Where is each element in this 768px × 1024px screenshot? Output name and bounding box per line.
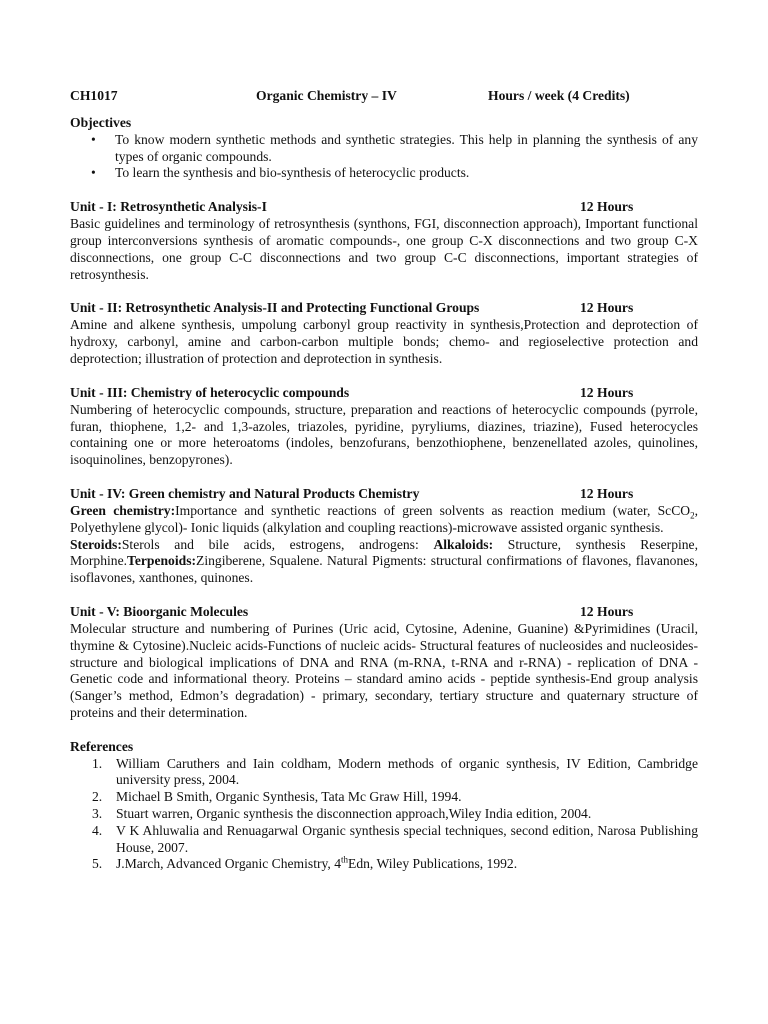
- unit-title: Unit - V: Bioorganic Molecules: [70, 603, 249, 619]
- green-chemistry-text: Importance and synthetic reactions of green solvents as reaction medium (water, ScCO: [175, 502, 691, 518]
- reference-item: [92, 789, 698, 806]
- reference-text: William Caruthers and Iain coldham, Modern methods of organic synthesis, IV Edition, Cambridge university press, 2004.: [116, 755, 698, 788]
- unit-4: [70, 486, 698, 587]
- unit-title: Unit - II: Retrosynthetic Analysis-II and Protecting Functional Groups: [70, 300, 480, 316]
- unit-heading: [70, 385, 698, 402]
- unit-hours: 12 Hours: [580, 603, 634, 619]
- reference-number: 2.: [92, 789, 103, 805]
- green-chemistry-label: Green chemistry:: [70, 502, 176, 518]
- reference-number: 5.: [92, 856, 103, 872]
- unit-title: Unit - I: Retrosynthetic Analysis-I: [70, 199, 267, 215]
- references-section: [70, 739, 698, 873]
- page-content: [70, 88, 698, 873]
- unit-body: Numbering of heterocyclic compounds, structure, preparation and reactions of heterocyclic compounds (pyrrole, furan, thiophene, 1,2- and 1,3-azoles, triazoles, pyridine, pyryliums, diazines, triazine), Fused heterocycles containing one or more heteroatoms (indoles, benzofurans, benzothiophene, benzenellated azoles, quinolines, isoquinolines, benzopyrones).: [70, 401, 698, 468]
- objective-item: • To learn the synthesis and bio-synthesis of heterocyclic products.: [115, 165, 698, 182]
- reference-number: 3.: [92, 805, 103, 821]
- course-header: [70, 88, 698, 105]
- superscript-th: th: [341, 854, 349, 865]
- green-chemistry-paragraph: [70, 503, 698, 537]
- unit-hours: 12 Hours: [580, 384, 634, 400]
- unit-heading: [70, 486, 698, 503]
- unit-3: [70, 385, 698, 469]
- reference-text-cont: Edn, Wiley Publications, 1992.: [348, 856, 518, 872]
- terpenoids-label: Terpenoids:: [127, 553, 197, 569]
- objectives-list: [70, 132, 698, 182]
- objective-item: • To know modern synthetic methods and synthetic strategies. This help in planning the synthesis of any types of organic compounds.: [115, 132, 698, 166]
- subscript-2: 2: [690, 510, 695, 521]
- unit-title: Unit - IV: Green chemistry and Natural Products Chemistry: [70, 485, 420, 501]
- references-list: [70, 756, 698, 874]
- unit-1: [70, 199, 698, 283]
- unit-hours: 12 Hours: [580, 300, 634, 316]
- objectives-heading: Objectives: [70, 115, 132, 130]
- steroids-paragraph: [70, 537, 698, 587]
- reference-item: [92, 822, 698, 857]
- reference-text: J.March, Advanced Organic Chemistry, 4: [116, 856, 341, 872]
- unit-body: Molecular structure and numbering of Purines (Uric acid, Cytosine, Adenine, Guanine) &Pyrimidines (Uracil, thymine & Cytosine).Nucleic acids-Functions of nucleic acids- Structural features of nucleosides and nucleosides- structure and biological implications of DNA and RNA (m-RNA, t-RNA and r-RNA) - replication of DNA - Genetic code and informational theory. Proteins – standard amino acids - peptide synthesis-End group analysis (Sanger’s method, Edmon’s degradation) - primary, secondary, tertiary structure and quaternary structure of proteins and their determination.: [70, 620, 698, 720]
- course-code: CH1017: [70, 88, 118, 103]
- reference-text: Stuart warren, Organic synthesis the disconnection approach,Wiley India edition, 2004.: [116, 805, 592, 821]
- unit-heading: [70, 604, 698, 621]
- reference-number: 4.: [92, 822, 103, 838]
- unit-body: Amine and alkene synthesis, umpolung carbonyl group reactivity in synthesis,Protection and deprotection of hydroxy, carbonyl, amine and carbon-carbon multiple bonds; chemo- and regioselective protection and deprotection; illustration of protection and deprotection in synthesis.: [70, 317, 698, 366]
- alkaloids-text: Structure, synthesis Reserpine, Morphine.: [70, 536, 698, 569]
- terpenoids-text: Zingiberene, Squalene. Natural Pigments: structural confirmations of flavones, flavanones, isoflavones, xanthones, quinones.: [70, 553, 698, 586]
- unit-heading: [70, 300, 698, 317]
- unit-heading: [70, 199, 698, 216]
- unit-hours: 12 Hours: [580, 485, 634, 501]
- unit-title: Unit - III: Chemistry of heterocyclic compounds: [70, 384, 350, 400]
- unit-5: [70, 604, 698, 722]
- steroids-text: Sterols and bile acids, estrogens, androgens:: [121, 536, 434, 552]
- unit-hours: 12 Hours: [580, 199, 634, 215]
- reference-text: Michael B Smith, Organic Synthesis, Tata Mc Graw Hill, 1994.: [116, 789, 462, 805]
- course-title: Organic Chemistry – IV: [256, 88, 397, 103]
- reference-item: [92, 854, 698, 873]
- reference-item: [92, 755, 698, 790]
- reference-text: V K Ahluwalia and Renuagarwal Organic synthesis special techniques, second edition, Narosa Publishing House, 2007.: [116, 822, 698, 855]
- unit-body: Basic guidelines and terminology of retrosynthesis (synthons, FGI, disconnection approach), Important functional group interconversions synthesis of aromatic compounds-, one group C-X disconnections and two group C-X disconnections, one group C-C disconnections and two group C-C disconnections, important strategies of retrosynthesis.: [70, 216, 698, 282]
- alkaloids-label: Alkaloids:: [433, 536, 494, 552]
- course-hours: Hours / week (4 Credits): [488, 88, 630, 103]
- green-chemistry-text-cont: , Polyethylene glycol)- Ionic liquids (alkylation and coupling reactions)-microwave assisted organic synthesis.: [70, 502, 698, 535]
- unit-2: [70, 300, 698, 367]
- steroids-label: Steroids:: [70, 536, 122, 552]
- reference-number: 1.: [92, 755, 103, 771]
- references-heading: References: [70, 738, 134, 754]
- reference-item: [92, 805, 698, 823]
